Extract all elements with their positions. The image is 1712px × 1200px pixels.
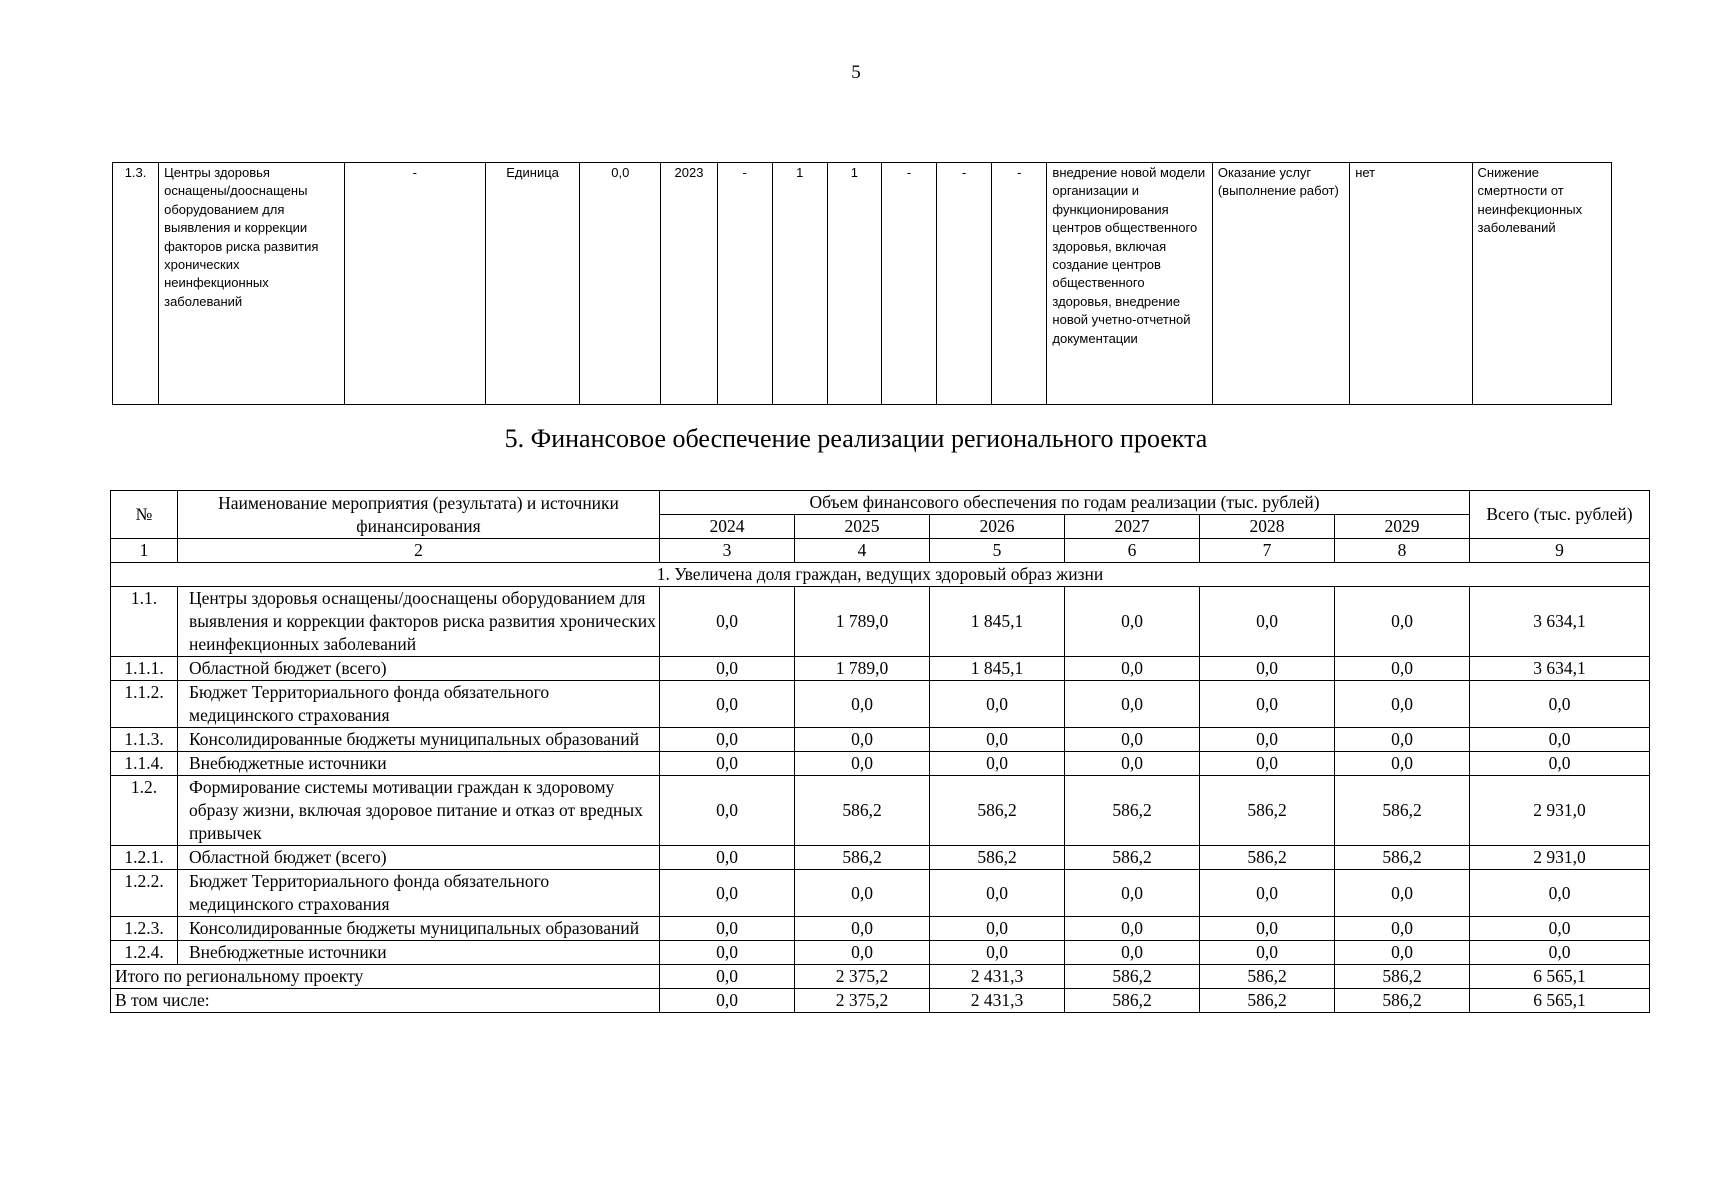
year-2028-cell: - (937, 163, 992, 405)
row-number: 1.1. (111, 587, 178, 657)
value-cell: 0,0 (795, 681, 930, 728)
value-cell: 0,0 (1200, 728, 1335, 752)
results-table (112, 162, 1612, 405)
value-cell: 0,0 (1065, 681, 1200, 728)
total-value-cell: 586,2 (1335, 965, 1470, 989)
effect-cell: Снижение смертности от неинфекционных заболеваний (1472, 163, 1611, 405)
value-cell: 0,0 (1335, 941, 1470, 965)
value-cell: 586,2 (1065, 776, 1200, 846)
value-cell: 0,0 (1470, 941, 1650, 965)
table-row (111, 776, 1650, 846)
row-name: Консолидированные бюджеты муниципальных образований (178, 728, 660, 752)
value-cell: 0,0 (660, 846, 795, 870)
base-year-cell: 2023 (661, 163, 717, 405)
header-year: 2026 (930, 515, 1065, 539)
cell-col3: - (344, 163, 485, 405)
year-2024-cell: - (717, 163, 772, 405)
value-cell: 0,0 (660, 917, 795, 941)
value-cell: 0,0 (1065, 917, 1200, 941)
column-number: 4 (795, 539, 930, 563)
value-cell: 0,0 (795, 917, 930, 941)
total-value-cell: 0,0 (660, 965, 795, 989)
column-number: 8 (1335, 539, 1470, 563)
header-name: Наименование мероприятия (результата) и источники финансирования (178, 491, 660, 539)
value-cell: 0,0 (1200, 752, 1335, 776)
value-cell: 0,0 (1200, 917, 1335, 941)
header-volume: Объем финансового обеспечения по годам реализации (тыс. рублей) (660, 491, 1470, 515)
row-name: Бюджет Территориального фонда обязательного медицинского страхования (178, 681, 660, 728)
section-title: 5. Финансовое обеспечение реализации регионального проекта (504, 424, 1208, 453)
total-label: В том числе: (111, 989, 660, 1013)
header-year: 2025 (795, 515, 930, 539)
value-cell: 0,0 (660, 941, 795, 965)
value-cell: 3 634,1 (1470, 657, 1650, 681)
value-cell: 0,0 (930, 917, 1065, 941)
row-number: 1.2.4. (111, 941, 178, 965)
value-cell: 0,0 (1470, 752, 1650, 776)
base-value-cell: 0,0 (580, 163, 661, 405)
value-cell: 0,0 (930, 752, 1065, 776)
row-number: 1.3. (113, 163, 159, 405)
result-name: Центры здоровья оснащены/дооснащены оборудованием для выявления и коррекции факторов риска развития хронических неинфекционных заболеваний (159, 163, 344, 405)
header-year: 2028 (1200, 515, 1335, 539)
value-cell: 2 931,0 (1470, 776, 1650, 846)
value-cell: 0,0 (1335, 870, 1470, 917)
column-number: 6 (1065, 539, 1200, 563)
year-2027-cell: - (881, 163, 936, 405)
total-value-cell: 2 431,3 (930, 989, 1065, 1013)
row-name: Внебюджетные источники (178, 752, 660, 776)
value-cell: 1 789,0 (795, 587, 930, 657)
column-numbers-row (111, 539, 1650, 563)
total-value-cell: 586,2 (1065, 965, 1200, 989)
table-row (111, 941, 1650, 965)
group-row (111, 563, 1650, 587)
value-cell: 0,0 (1200, 870, 1335, 917)
value-cell: 586,2 (1335, 846, 1470, 870)
row-name: Бюджет Территориального фонда обязательного медицинского страхования (178, 870, 660, 917)
value-cell: 0,0 (1200, 941, 1335, 965)
value-cell: 0,0 (1065, 870, 1200, 917)
header-total: Всего (тыс. рублей) (1470, 491, 1650, 539)
value-cell: 586,2 (1065, 846, 1200, 870)
value-cell: 0,0 (1335, 917, 1470, 941)
total-value-cell: 6 565,1 (1470, 965, 1650, 989)
unit-cell: Единица (485, 163, 579, 405)
value-cell: 0,0 (1065, 587, 1200, 657)
year-2029-cell: - (992, 163, 1047, 405)
row-name: Центры здоровья оснащены/дооснащены оборудованием для выявления и коррекции факторов риска развития хронических неинфекционных заболеваний (178, 587, 660, 657)
header-year: 2027 (1065, 515, 1200, 539)
value-cell: 0,0 (660, 657, 795, 681)
value-cell: 0,0 (795, 870, 930, 917)
value-cell: 0,0 (1470, 681, 1650, 728)
column-number: 9 (1470, 539, 1650, 563)
column-number: 5 (930, 539, 1065, 563)
page-number: 5 (851, 62, 861, 83)
value-cell: 0,0 (1335, 657, 1470, 681)
value-cell: 586,2 (1335, 776, 1470, 846)
row-name: Областной бюджет (всего) (178, 657, 660, 681)
value-cell: 0,0 (1335, 681, 1470, 728)
value-cell: 0,0 (660, 587, 795, 657)
total-value-cell: 2 375,2 (795, 989, 930, 1013)
type-cell: Оказание услуг (выполнение работ) (1212, 163, 1349, 405)
total-value-cell: 586,2 (1065, 989, 1200, 1013)
value-cell: 0,0 (1335, 587, 1470, 657)
header-num: № (111, 491, 178, 539)
value-cell: 0,0 (1200, 587, 1335, 657)
value-cell: 0,0 (1065, 752, 1200, 776)
table-row (113, 163, 1612, 405)
value-cell: 1 789,0 (795, 657, 930, 681)
value-cell: 0,0 (660, 870, 795, 917)
column-number: 7 (1200, 539, 1335, 563)
total-value-cell: 6 565,1 (1470, 989, 1650, 1013)
row-number: 1.1.1. (111, 657, 178, 681)
total-value-cell: 586,2 (1200, 989, 1335, 1013)
value-cell: 1 845,1 (930, 657, 1065, 681)
row-name: Областной бюджет (всего) (178, 846, 660, 870)
column-number: 1 (111, 539, 178, 563)
value-cell: 0,0 (930, 728, 1065, 752)
total-value-cell: 2 431,3 (930, 965, 1065, 989)
table-row (111, 846, 1650, 870)
value-cell: 0,0 (1065, 728, 1200, 752)
value-cell: 0,0 (795, 728, 930, 752)
row-name: Формирование системы мотивации граждан к здоровому образу жизни, включая здоровое питание и отказ от вредных привычек (178, 776, 660, 846)
row-number: 1.2.3. (111, 917, 178, 941)
row-number: 1.2. (111, 776, 178, 846)
total-label: Итого по региональному проекту (111, 965, 660, 989)
table-row (111, 917, 1650, 941)
row-name: Внебюджетные источники (178, 941, 660, 965)
value-cell: 0,0 (930, 870, 1065, 917)
value-cell: 3 634,1 (1470, 587, 1650, 657)
row-number: 1.1.4. (111, 752, 178, 776)
value-cell: 0,0 (660, 728, 795, 752)
value-cell: 586,2 (795, 846, 930, 870)
total-value-cell: 0,0 (660, 989, 795, 1013)
value-cell: 586,2 (1200, 776, 1335, 846)
value-cell: 0,0 (930, 941, 1065, 965)
header-year: 2024 (660, 515, 795, 539)
flag-cell: нет (1350, 163, 1472, 405)
column-number: 3 (660, 539, 795, 563)
value-cell: 2 931,0 (1470, 846, 1650, 870)
value-cell: 0,0 (930, 681, 1065, 728)
total-row (111, 989, 1650, 1013)
value-cell: 0,0 (1470, 917, 1650, 941)
total-value-cell: 2 375,2 (795, 965, 930, 989)
value-cell: 1 845,1 (930, 587, 1065, 657)
value-cell: 586,2 (930, 776, 1065, 846)
value-cell: 0,0 (660, 776, 795, 846)
value-cell: 0,0 (1065, 941, 1200, 965)
table-row (111, 681, 1650, 728)
column-number: 2 (178, 539, 660, 563)
header-year: 2029 (1335, 515, 1470, 539)
year-2025-cell: 1 (772, 163, 827, 405)
value-cell: 0,0 (1200, 657, 1335, 681)
row-number: 1.1.2. (111, 681, 178, 728)
row-number: 1.2.2. (111, 870, 178, 917)
header-row (111, 491, 1650, 515)
total-row (111, 965, 1650, 989)
table-row (111, 752, 1650, 776)
row-number: 1.1.3. (111, 728, 178, 752)
value-cell: 0,0 (660, 681, 795, 728)
value-cell: 0,0 (1470, 728, 1650, 752)
table-row (111, 728, 1650, 752)
total-value-cell: 586,2 (1335, 989, 1470, 1013)
value-cell: 0,0 (795, 752, 930, 776)
row-number: 1.2.1. (111, 846, 178, 870)
table-row (111, 870, 1650, 917)
year-2026-cell: 1 (827, 163, 881, 405)
value-cell: 586,2 (930, 846, 1065, 870)
value-cell: 586,2 (795, 776, 930, 846)
row-name: Консолидированные бюджеты муниципальных образований (178, 917, 660, 941)
value-cell: 0,0 (1200, 681, 1335, 728)
group-title: 1. Увеличена доля граждан, ведущих здоровый образ жизни (111, 563, 1650, 587)
value-cell: 0,0 (795, 941, 930, 965)
table-row (111, 587, 1650, 657)
value-cell: 0,0 (1335, 752, 1470, 776)
value-cell: 586,2 (1200, 846, 1335, 870)
total-value-cell: 586,2 (1200, 965, 1335, 989)
value-cell: 0,0 (1335, 728, 1470, 752)
finance-table (110, 490, 1650, 1013)
table-row (111, 657, 1650, 681)
characteristic-cell: внедрение новой модели организации и функционирования центров общественного здоровья, включая создание центров общественного здоровья, внедрение новой учетно-отчетной документации (1047, 163, 1212, 405)
value-cell: 0,0 (1065, 657, 1200, 681)
value-cell: 0,0 (1470, 870, 1650, 917)
value-cell: 0,0 (660, 752, 795, 776)
